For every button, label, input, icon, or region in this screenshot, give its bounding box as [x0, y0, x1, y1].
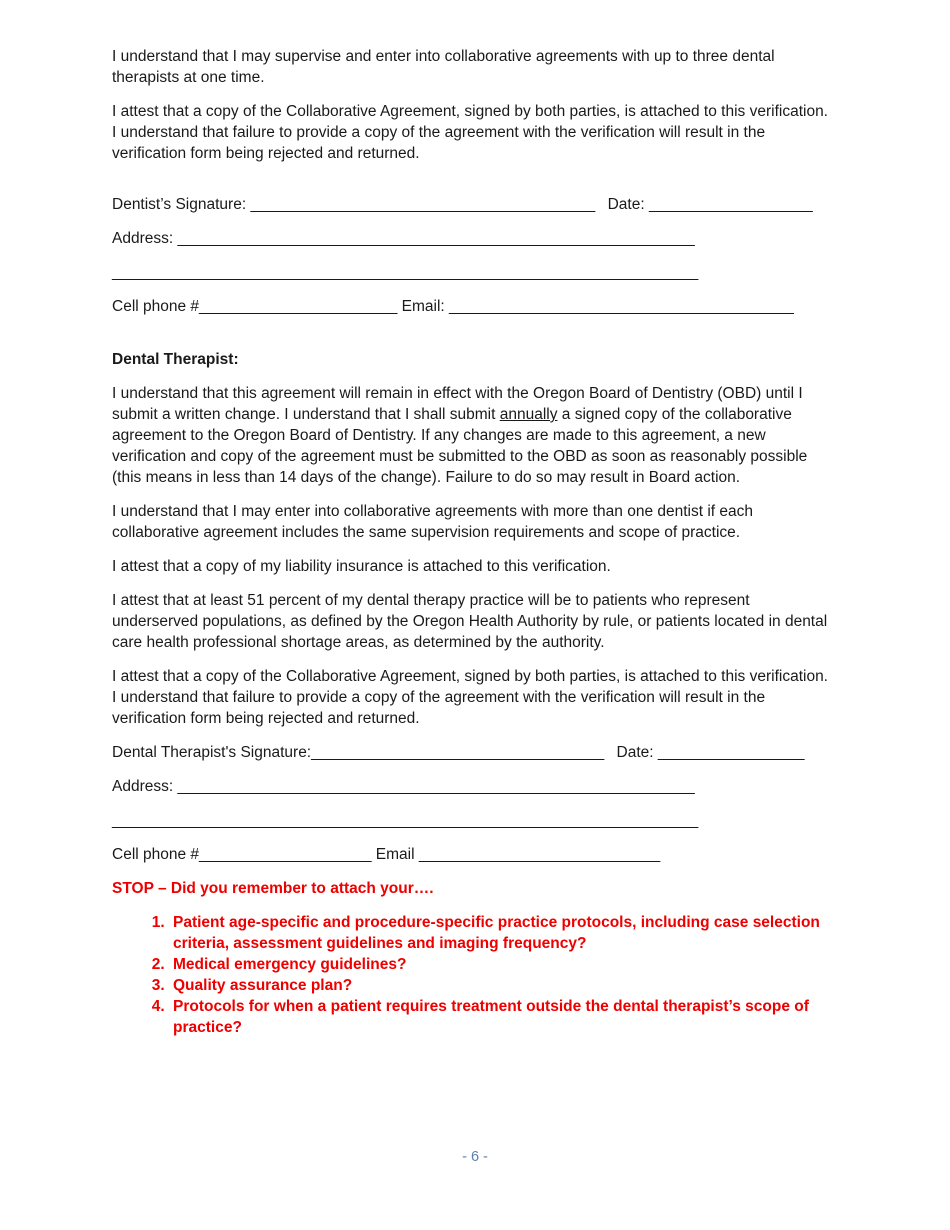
dentist-signature-label: Dentist’s Signature:	[112, 196, 247, 213]
agreement-text-before: I understand that this agreement will remain in effect with the Oregon Board of Dentistry (OBD) until I submit a written change. I understand that I shall submit	[112, 385, 803, 423]
therapist-address-line2: ____________________________________________________________________	[112, 812, 699, 829]
therapist-email-label: Email	[375, 846, 415, 863]
dentist-address-row-2	[112, 262, 833, 283]
dentist-date-line: ___________________	[648, 196, 813, 213]
dentist-email-line: ________________________________________	[449, 298, 794, 315]
dentist-email-label: Email:	[401, 298, 445, 315]
dentist-attest-agreement-paragraph: I attest that a copy of the Collaborative Agreement, signed by both parties, is attached to this verification. I understand that failure to provide a copy of the agreement with the verification will result in the verification form being rejected and returned.	[112, 103, 828, 162]
therapist-date-label: Date:	[616, 744, 654, 761]
therapist-agreement-paragraph	[112, 383, 833, 488]
checklist-item-protocols: 1. Patient age-specific and procedure-specific practice protocols, including case selection criteria, assessment guidelines and imaging frequency?	[169, 912, 833, 954]
therapist-liability-paragraph: I attest that a copy of my liability insurance is attached to this verification.	[112, 558, 611, 575]
therapist-email-line: ____________________________	[418, 846, 661, 863]
dentist-cell-line: _______________________	[199, 298, 398, 315]
therapist-contact-row	[112, 844, 833, 865]
checklist-item-outside-scope: 4. Protocols for when a patient requires treatment outside the dental therapist’s scope of practice?	[169, 996, 833, 1038]
attachment-checklist	[112, 912, 833, 1038]
annually-underlined-text: annually	[499, 406, 558, 423]
therapist-cell-line: ____________________	[199, 846, 372, 863]
therapist-date-line: _________________	[657, 744, 805, 761]
therapist-address-row-2	[112, 810, 833, 831]
therapist-underserved-paragraph: I attest that at least 51 percent of my dental therapy practice will be to patients who represent underserved populations, as defined by the Oregon Health Authority by rule, or patients located in dental care health professional shortage areas, as determined by the authority.	[112, 592, 828, 651]
therapist-address-line1: ____________________________________________________________	[177, 778, 695, 795]
agreement-text-after: a signed copy of the collaborative agreement to the Oregon Board of Dentistry. If any changes are made to this agreement, a new verification and copy of the agreement must be submitted to the OBD as soon as reasonably possible (this means in less than 14 days of the change). Failure to do so may result in Board action.	[112, 406, 808, 486]
dentist-supervise-paragraph: I understand that I may supervise and enter into collaborative agreements with up to three dental therapists at one time.	[112, 48, 775, 86]
dentist-address-line1: ____________________________________________________________	[177, 230, 695, 247]
therapist-signature-line: __________________________________	[311, 744, 605, 761]
stop-heading: STOP – Did you remember to attach your….	[112, 880, 434, 897]
dentist-date-label: Date:	[607, 196, 645, 213]
therapist-cell-label: Cell phone #	[112, 846, 200, 863]
dentist-contact-row	[112, 296, 833, 317]
dental-therapist-heading: Dental Therapist:	[112, 351, 239, 368]
dentist-signature-row	[112, 194, 833, 215]
dentist-signature-line: ________________________________________	[250, 196, 596, 213]
therapist-address-label: Address:	[112, 778, 174, 795]
therapist-multiple-dentists-paragraph: I understand that I may enter into collaborative agreements with more than one dentist if each collaborative agreement includes the same supervision requirements and scope of practice.	[112, 503, 754, 541]
therapist-address-row	[112, 776, 833, 797]
therapist-signature-label: Dental Therapist's Signature:	[112, 744, 312, 761]
dentist-address-row	[112, 228, 833, 249]
therapist-signature-row	[112, 742, 833, 763]
dentist-cell-label: Cell phone #	[112, 298, 200, 315]
therapist-attest-agreement-paragraph: I attest that a copy of the Collaborative Agreement, signed by both parties, is attached to this verification. I understand that failure to provide a copy of the agreement with the verification will result in the verification form being rejected and returned.	[112, 668, 828, 727]
checklist-item-quality-assurance: 3. Quality assurance plan?	[169, 975, 833, 996]
dentist-address-label: Address:	[112, 230, 174, 247]
checklist-item-medical-emergency: 2. Medical emergency guidelines?	[169, 954, 833, 975]
dentist-address-line2: ____________________________________________________________________	[112, 264, 699, 281]
page-number: - 6 -	[462, 1149, 488, 1165]
